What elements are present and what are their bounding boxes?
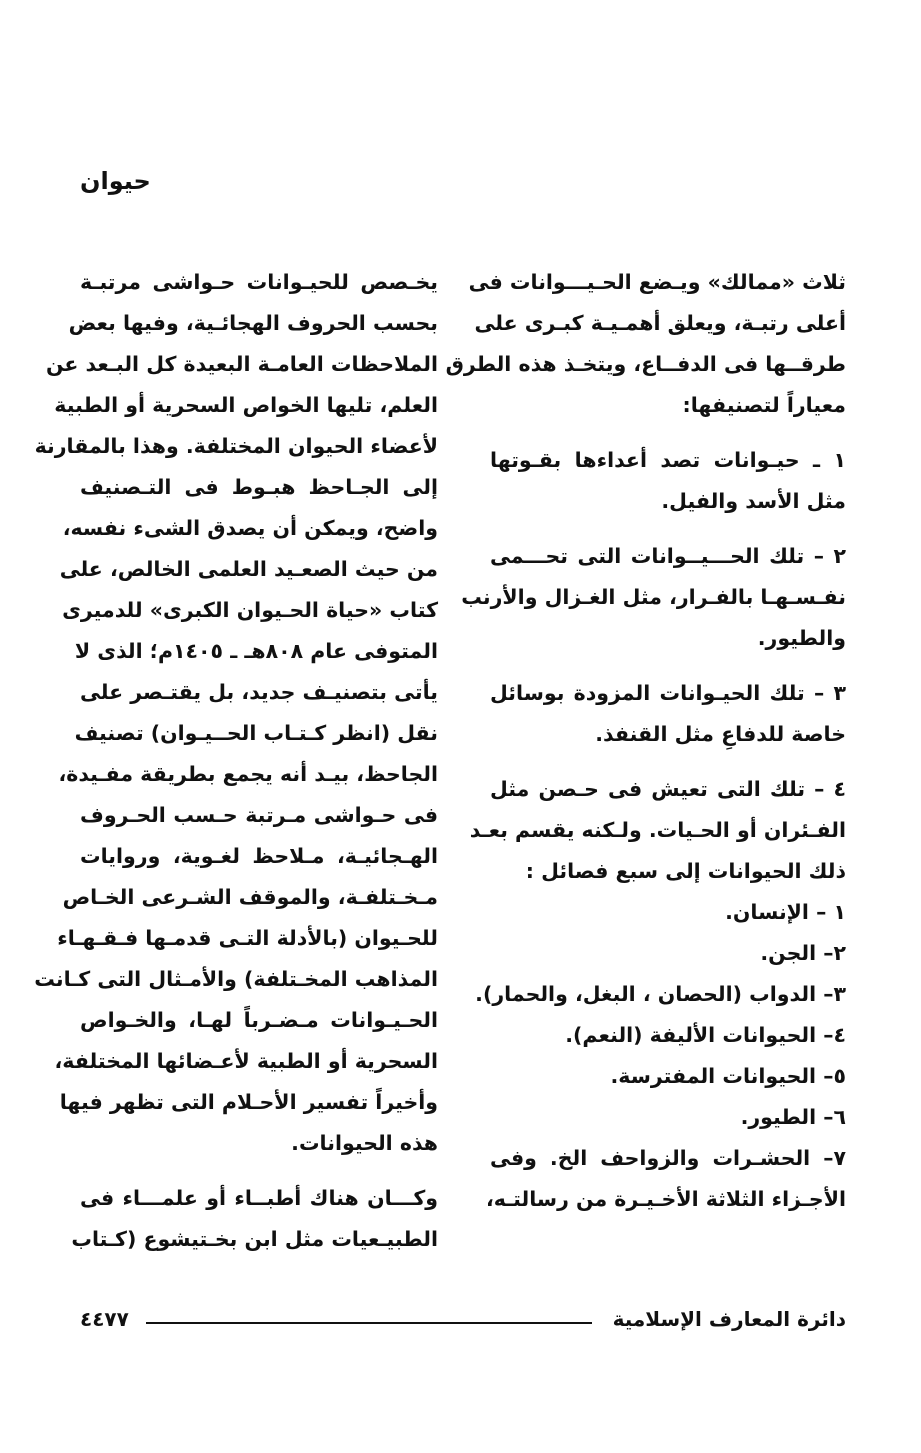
footer-rule	[146, 1322, 592, 1324]
text-line: ٣– الدواب (الحصان ، البغل، والحمار).	[475, 982, 846, 1006]
text-line: ٤ – تلك التى تعيش فى حـصن مثل	[490, 777, 846, 801]
text-line: يخـصص للحيـوانات حـواشى مرتبـة	[80, 270, 438, 294]
paragraph-gap	[490, 522, 846, 536]
text-line: لأعضاء الحيوان المختلفة. وهذا بالمقارنة	[34, 434, 438, 458]
text-line: ٢– الجن.	[760, 941, 846, 965]
text-line: ٢ – تلك الحـــيــوانات التى تحـــمى	[490, 544, 846, 568]
right-text-column	[445, 262, 846, 1220]
text-line: السحرية أو الطبية لأعـضائها المختلفة،	[54, 1049, 438, 1073]
text-line: المذاهب المخـتلفة) والأمـثال التى كـانت	[34, 967, 438, 991]
text-line: ٧– الحشـرات والزواحف الخ. وفى	[490, 1146, 846, 1170]
left-text-column	[34, 262, 438, 1260]
text-line: والطيور.	[757, 626, 846, 650]
text-line: ثلاث «ممالك» ويـضع الحـيـــوانات فى	[468, 270, 846, 294]
text-line: ٣ – تلك الحيـوانات المزودة بوسائل	[490, 681, 846, 705]
text-line: نفـسـهـا بالفـرار، مثل الغـزال والأرنب	[461, 585, 846, 609]
text-line: هذه الحيوانات.	[291, 1131, 438, 1155]
text-line: من حيث الصعـيد العلمى الخالص، على	[59, 557, 438, 581]
text-line: فى حـواشى مـرتبة حـسب الحـروف	[80, 803, 438, 827]
text-line: خاصة للدفاعِ مثل القنفذ.	[595, 722, 846, 746]
paragraph-gap	[490, 426, 846, 440]
paragraph-gap	[490, 659, 846, 673]
text-line: كتاب «حياة الحـيوان الكبرى» للدميرى	[62, 598, 438, 622]
text-line: ٦– الطيور.	[740, 1105, 846, 1129]
text-line: ١ ـ حيـوانات تصد أعداءها بقـوتها	[490, 448, 846, 472]
text-line: بحسب الحروف الهجائـية، وفيها بعض	[68, 311, 438, 335]
text-line: ٥– الحيوانات المفترسة.	[610, 1064, 846, 1088]
text-line: ١ – الإنسان.	[725, 900, 846, 924]
text-line: العلم، تليها الخواص السحرية أو الطبية	[54, 393, 438, 417]
text-line: الطبيـعيات مثل ابن بخـتيشوع (كـتاب	[71, 1227, 438, 1251]
text-line: الملاحظات العامـة البعيدة كل البـعد عن	[45, 352, 438, 376]
page-number: ٤٤٧٧	[80, 1307, 129, 1331]
text-line: المتوفى عام ٨٠٨هـ ـ ١٤٠٥م؛ الذى لا	[74, 639, 438, 663]
text-line: يأتى بتصنيـف جديد، بل يقتـصر على	[80, 680, 438, 704]
paragraph-gap	[80, 1164, 438, 1178]
text-line: وأخيراً تفسير الأحـلام التى تظهر فيها	[59, 1090, 438, 1114]
text-line: واضح، ويمكن أن يصدق الشىء نفسه،	[62, 516, 438, 540]
text-line: مـخـتلفـة، والموقف الشـرعى الخـاص	[62, 885, 438, 909]
text-line: الأجـزاء الثلاثة الأخـيـرة من رسالتـه،	[485, 1187, 846, 1211]
text-line: الجاحظ، بيـد أنه يجمع بطريقة مفـيدة،	[58, 762, 438, 786]
text-line: ذلك الحيوانات إلى سبع فصائل :	[525, 859, 846, 883]
running-head: حيوان	[80, 167, 151, 195]
text-line: الفـئران أو الحـيات. ولـكنه يقسم بعـد	[469, 818, 846, 842]
text-line: طرقــها فى الدفــاع، ويتخـذ هذه الطرق	[445, 352, 846, 376]
footer-encyclopedia-title: دائرة المعارف الإسلامية	[612, 1307, 846, 1331]
text-line: الحـيـوانات مـضـرباً لهـا، والخـواص	[80, 1008, 438, 1032]
text-line: معياراً لتصنيفها:	[682, 393, 846, 417]
page-footer	[80, 1307, 846, 1339]
text-line: نقل (انظر كـتـاب الحــيـوان) تصنيف	[74, 721, 438, 745]
text-line: وكـــان هناك أطبــاء أو علمـــاء فى	[80, 1186, 438, 1210]
text-line: إلى الجـاحظ هبـوط فى التـصنيف	[80, 475, 438, 499]
text-line: مثل الأسد والفيل.	[661, 489, 846, 513]
text-line: ٤– الحيوانات الأليفة (النعم).	[565, 1023, 846, 1047]
text-line: أعلى رتبـة، ويعلق أهمـيـة كبـرى على	[474, 311, 846, 335]
text-line: للحـيوان (بالأدلة التـى قدمـها فـقـهـاء	[57, 926, 438, 950]
text-line: الهـجائيـة، مـلاحظ لغـوية، وروايات	[80, 844, 438, 868]
paragraph-gap	[490, 755, 846, 769]
